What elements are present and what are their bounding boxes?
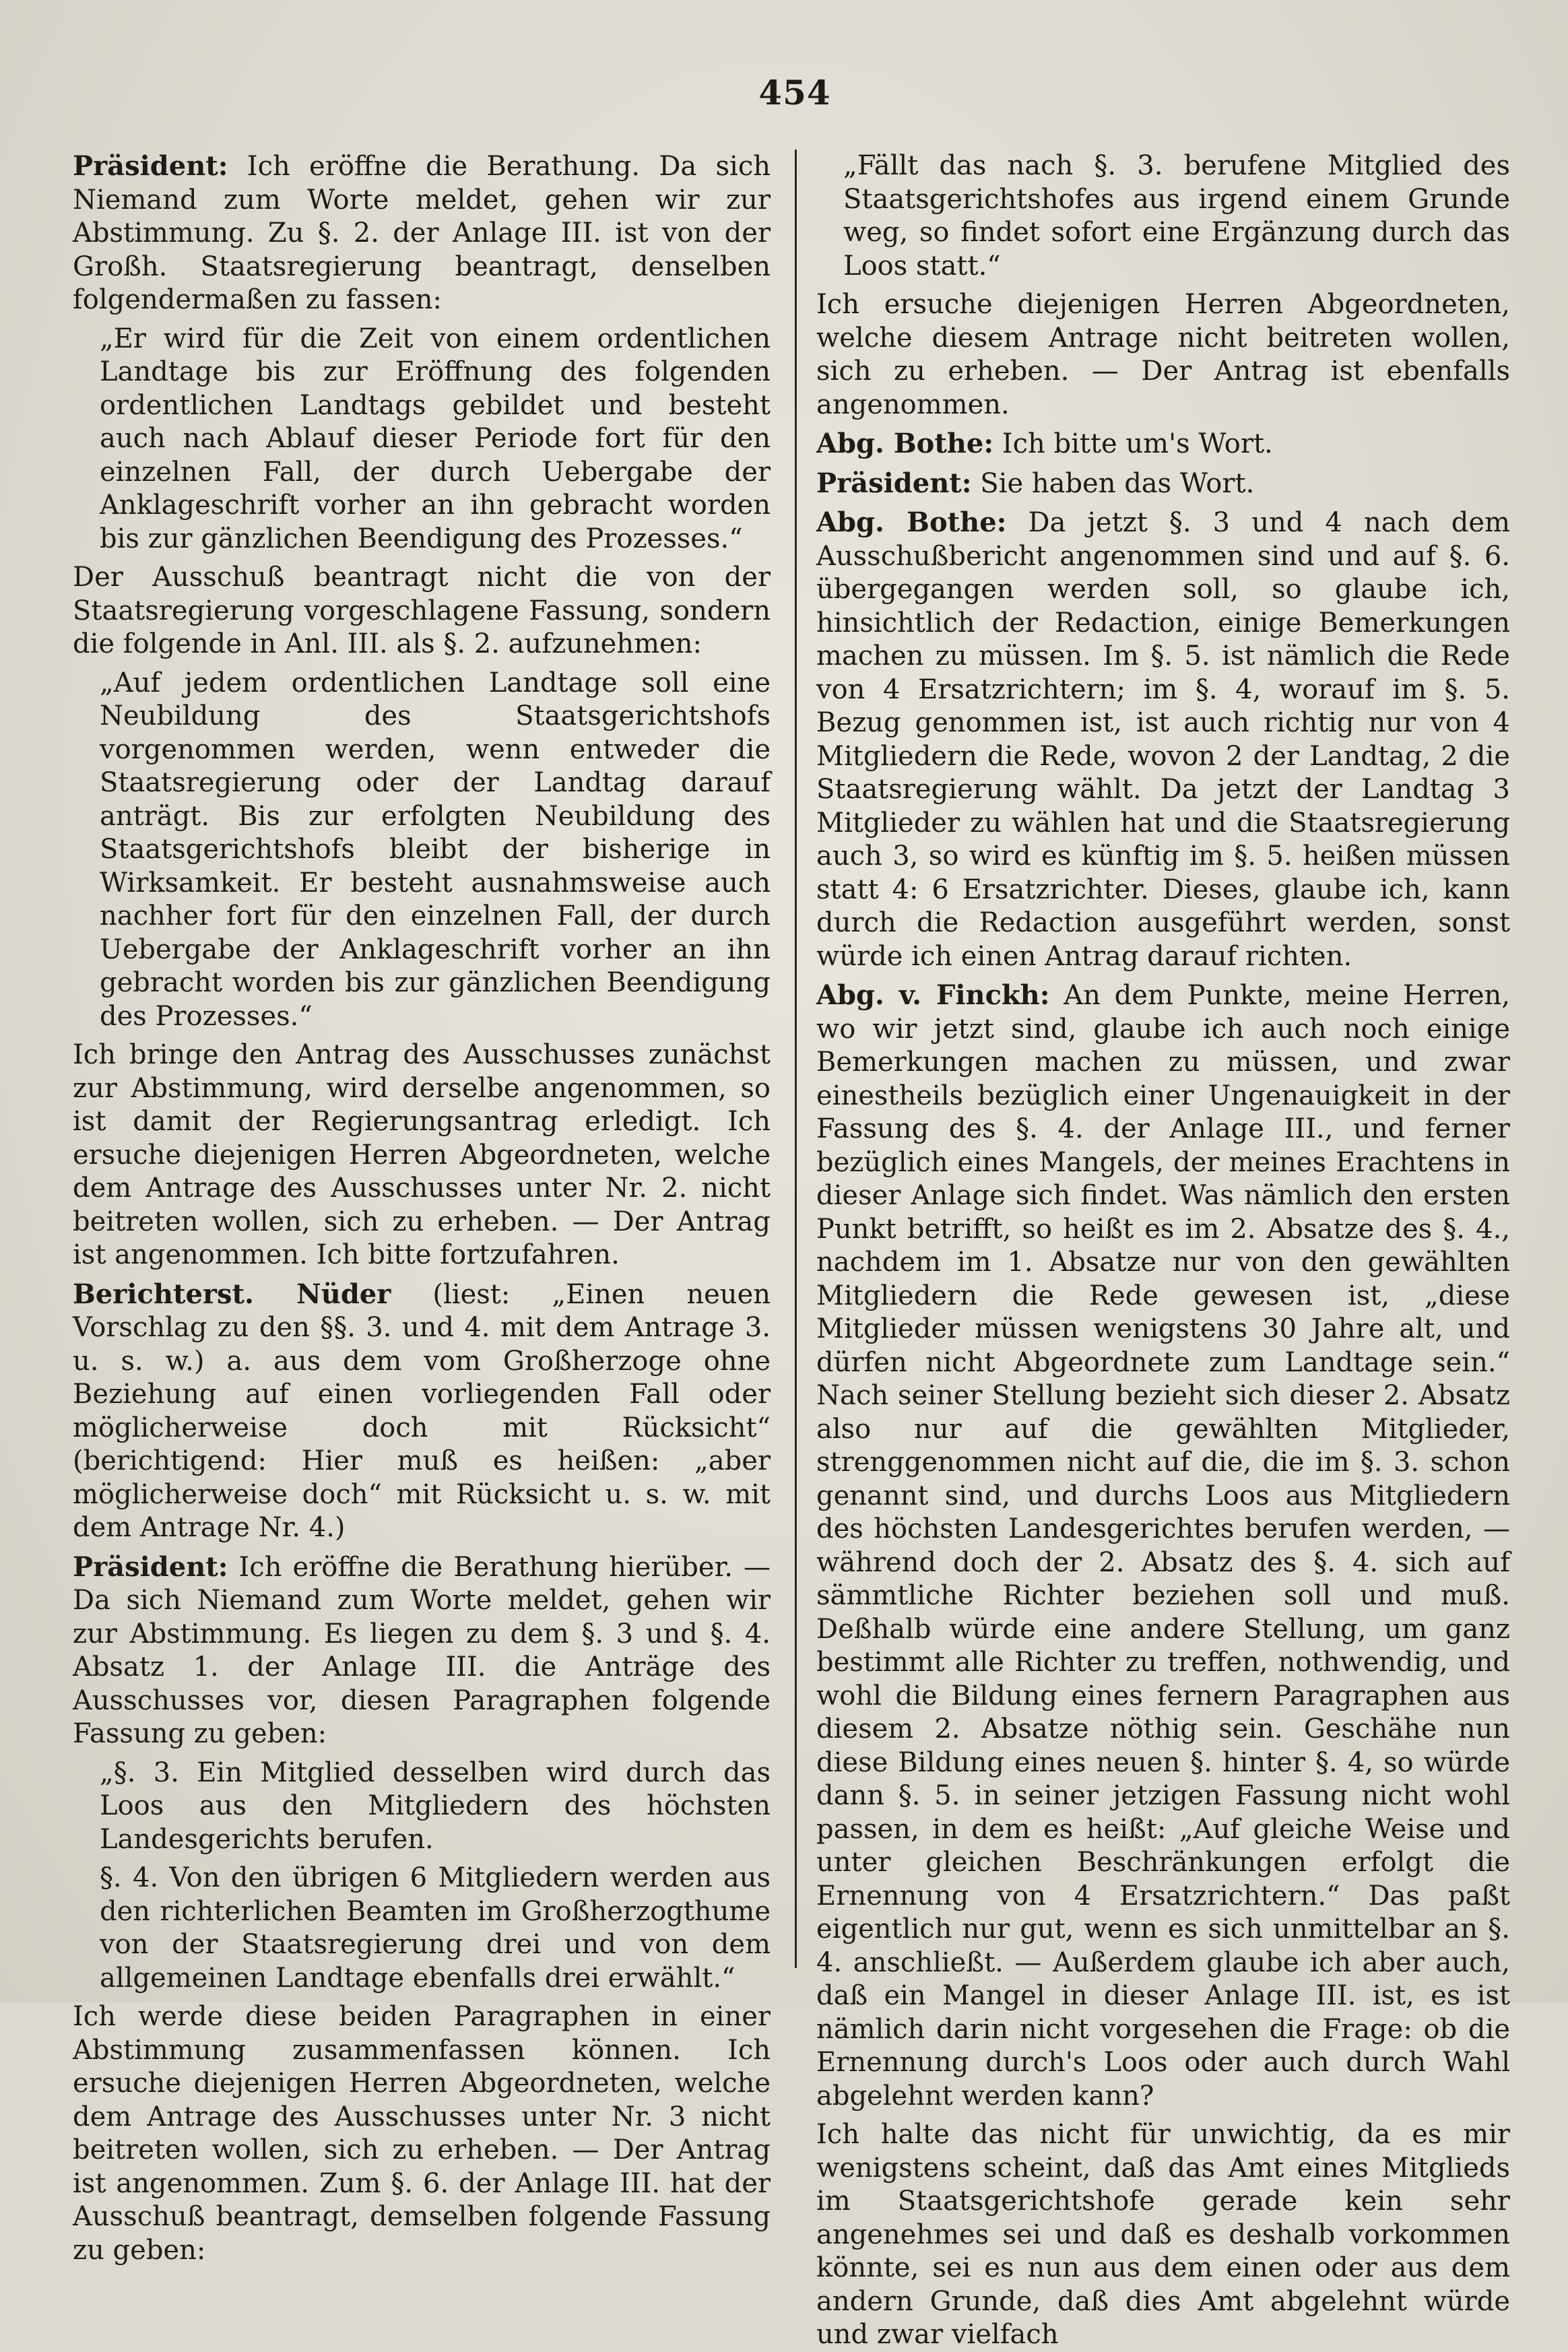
paragraph-text: Ich bitte um's Wort. — [993, 428, 1273, 459]
paragraph-text: „Auf jedem ordentlichen Landtage soll eine Neubildung des Staatsgerichtshofs vorgenommen werden, wenn entweder die Staatsregierung oder der Landtag darauf anträgt. Bis zur erfolgten Neubildung des Staatsgerichtshofs bleibt der bisherige in Wirksamkeit. Er besteht ausnahmsweise auch nachher fort für den einzelnen Fall, der durch Uebergabe der Anklageschrift vorher an ihn gebracht worden bis zur gänzlichen Beendigung des Prozesses.“ — [100, 667, 771, 1032]
paragraph — [100, 1862, 771, 1995]
paragraph — [100, 323, 771, 556]
paragraph — [73, 1039, 771, 1272]
column-divider — [795, 150, 797, 1968]
paragraph — [73, 1278, 771, 1545]
paragraph-text: Ich bringe den Antrag des Ausschusses zunächst zur Abstimmung, wird derselbe angenommen, so ist damit der Regierungsantrag erledigt. Ich ersuche diejenigen Herren Abgeordneten, welche dem Antrage des Ausschusses unter Nr. 2. nicht beitreten wollen, sich zu erheben. — Der Antrag ist angenommen. Ich bitte fortzufahren. — [73, 1039, 771, 1270]
paragraph — [73, 2000, 771, 2267]
paragraph-text: Da jetzt §. 3 und 4 nach dem Ausschußbericht angenommen sind und auf §. 6. übergegangen werden soll, so glaube ich, hinsichtlich der Redaction, einige Bemerkungen machen zu müssen. Im §. 5. ist nämlich die Rede von 4 Ersatzrichtern; im §. 4, worauf im §. 5. Bezug genommen ist, ist auch richtig nur von 4 Mitgliedern die Rede, wovon 2 der Landtag, 2 die Staatsregierung wählt. Da jetzt der Landtag 3 Mitglieder zu wählen hat und die Staatsregierung auch 3, so wird es künftig im §. 5. heißen müssen statt 4: 6 Ersatzrichter. Dieses, glaube ich, kann durch die Redaction ausgeführt werden, sonst würde ich einen Antrag darauf richten. — [816, 507, 1510, 972]
speaker-name: Präsident: — [73, 1550, 228, 1583]
paragraph-text: §. 4. Von den übrigen 6 Mitgliedern werden aus den richterlichen Beamten im Großherzogthume von der Staatsregierung drei und von dem allgemeinen Landtage ebenfalls drei erwählt.“ — [100, 1862, 771, 1994]
paragraph — [100, 1757, 771, 1857]
right-column — [816, 150, 1510, 2350]
speaker-name: Abg. Bothe: — [816, 507, 1007, 538]
paragraph-text: Sie haben das Wort. — [971, 467, 1255, 499]
paragraph — [816, 2118, 1510, 2352]
paragraph-text: Ich ersuche diejenigen Herren Abgeordneten, welche diesem Antrage nicht beitreten wollen, sich zu erheben. — Der Antrag ist ebenfalls angenommen. — [816, 289, 1510, 420]
paragraph-text: An dem Punkte, meine Herren, wo wir jetzt sind, glaube ich auch noch einige Bemerkungen machen zu müssen, und zwar einestheils bezüglich einer Ungenauigkeit in der Fassung des §. 4. der Anlage III., und ferner bezüglich eines Mangels, der meines Erachtens in dieser Anlage sich findet. Was nämlich den ersten Punkt betrifft, so heißt es im 2. Absatze des §. 4., nachdem im 1. Absatze nur von den gewählten Mitgliedern die Rede gewesen ist, „diese Mitglieder müssen wenigstens 30 Jahre alt, und dürfen nicht Abgeordnete zum Landtage sein.“ Nach seiner Stellung bezieht sich dieser 2. Absatz also nur auf die gewählten Mitglieder, strenggenommen nicht auf die, die im §. 3. schon genannt sind, und durchs Loos aus Mitgliedern des höchsten Landesgerichtes berufen werden, — während doch der 2. Absatz des §. 4. sich auf sämmtliche Richter beziehen soll und muß. Deßhalb würde eine andere Stellung, um ganz bestimmt alle Richter zu treffen, nothwendig, und wohl die Bildung eines fernern Paragraphen aus diesem 2. Absatze nöthig sein. Geschähe nun diese Bildung eines neuen §. hinter §. 4, so würde dann §. 5. in seiner jetzigen Fassung nicht wohl passen, in dem es heißt: „Auf gleiche Weise und unter gleichen Beschränkungen erfolgt die Ernennung von 4 Ersatzrichtern.“ Das paßt eigentlich nur gut, wenn es sich unmittelbar an §. 4. anschließt. — Außerdem glaube ich aber auch, daß ein Mangel in dieser Anlage III. ist, es ist nämlich darin nicht vorgesehen die Frage: ob die Ernennung durch's Loos oder auch durch Wahl abgelehnt werden kann? — [816, 980, 1510, 2112]
paragraph — [73, 1550, 771, 1751]
paragraph-text: „Er wird für die Zeit von einem ordentlichen Landtage bis zur Eröffnung des folgenden ordentlichen Landtags gebildet und besteht auch nach Ablauf dieser Periode fort für den einzelnen Fall, der durch Uebergabe der Anklageschrift vorher an ihn gebracht worden bis zur gänzlichen Beendigung des Prozesses.“ — [100, 323, 771, 554]
paragraph — [100, 667, 771, 1034]
paragraph-text: Ich eröffne die Berathung hierüber. — Da sich Niemand zum Worte meldet, gehen wir zur Abstimmung. Es liegen zu dem §. 3 und §. 4. Absatz 1. der Anlage III. die Anträge des Ausschusses vor, diesen Paragraphen folgende Fassung zu geben: — [73, 1551, 771, 1749]
paragraph — [816, 427, 1510, 461]
paragraph — [816, 467, 1510, 501]
paragraph — [816, 979, 1510, 2113]
paragraph — [73, 150, 771, 317]
speaker-name: Abg. v. Finckh: — [816, 979, 1050, 1011]
speaker-name: Präsident: — [816, 467, 972, 499]
paragraph — [73, 561, 771, 661]
paragraph-text: „Fällt das nach §. 3. berufene Mitglied des Staatsgerichtshofes aus irgend einem Grunde weg, so findet sofort eine Ergänzung durch das Loos statt.“ — [843, 150, 1510, 282]
left-column — [73, 150, 771, 2266]
speaker-name: Abg. Bothe: — [816, 428, 994, 459]
paragraph-text: „§. 3. Ein Mitglied desselben wird durch das Loos aus den Mitgliedern des höchsten Landesgerichts berufen. — [100, 1757, 771, 1855]
page-number: 454 — [758, 73, 831, 112]
paragraph — [816, 288, 1510, 422]
paragraph-text: Ich eröffne die Berathung. Da sich Niemand zum Worte meldet, gehen wir zur Abstimmung. Zu §. 2. der Anlage III. ist von der Großh. Staatsregierung beantragt, denselben folgendermaßen zu fassen: — [73, 151, 771, 315]
paragraph-text: (liest: „Einen neuen Vorschlag zu den §§. 3. und 4. mit dem Antrage 3. u. s. w.) a. aus dem vom Großherzoge ohne Beziehung auf einen vorliegenden Fall oder möglicherweise doch mit Rücksicht“ (berichtigend: Hier muß es heißen: „aber möglicherweise doch“ mit Rücksicht u. s. w. mit dem Antrage Nr. 4.) — [73, 1278, 771, 1543]
speaker-name: Berichterst. Nüder — [73, 1278, 391, 1310]
paragraph — [843, 150, 1510, 283]
paragraph-text: Ich werde diese beiden Paragraphen in einer Abstimmung zusammenfassen können. Ich ersuche diejenigen Herren Abgeordneten, welche dem Antrage des Ausschusses unter Nr. 3 nicht beitreten wollen, sich zu erheben. — Der Antrag ist angenommen. Zum §. 6. der Anlage III. hat der Ausschuß beantragt, demselben folgende Fassung zu geben: — [73, 2001, 771, 2266]
paragraph — [816, 506, 1510, 973]
paragraph-text: Ich halte das nicht für unwichtig, da es mir wenigstens scheint, daß das Amt eines Mitglieds im Staatsgerichtshofe gerade kein sehr angenehmes sei und daß es deshalb vorkommen könnte, sei es nun aus dem einen oder aus dem andern Grunde, daß dies Amt abgelehnt würde und zwar vielfach — [816, 2119, 1510, 2350]
speaker-name: Präsident: — [73, 150, 228, 182]
paragraph-text: Der Ausschuß beantragt nicht die von der Staatsregierung vorgeschlagene Fassung, sondern die folgende in Anl. III. als §. 2. aufzunehmen: — [73, 562, 771, 659]
